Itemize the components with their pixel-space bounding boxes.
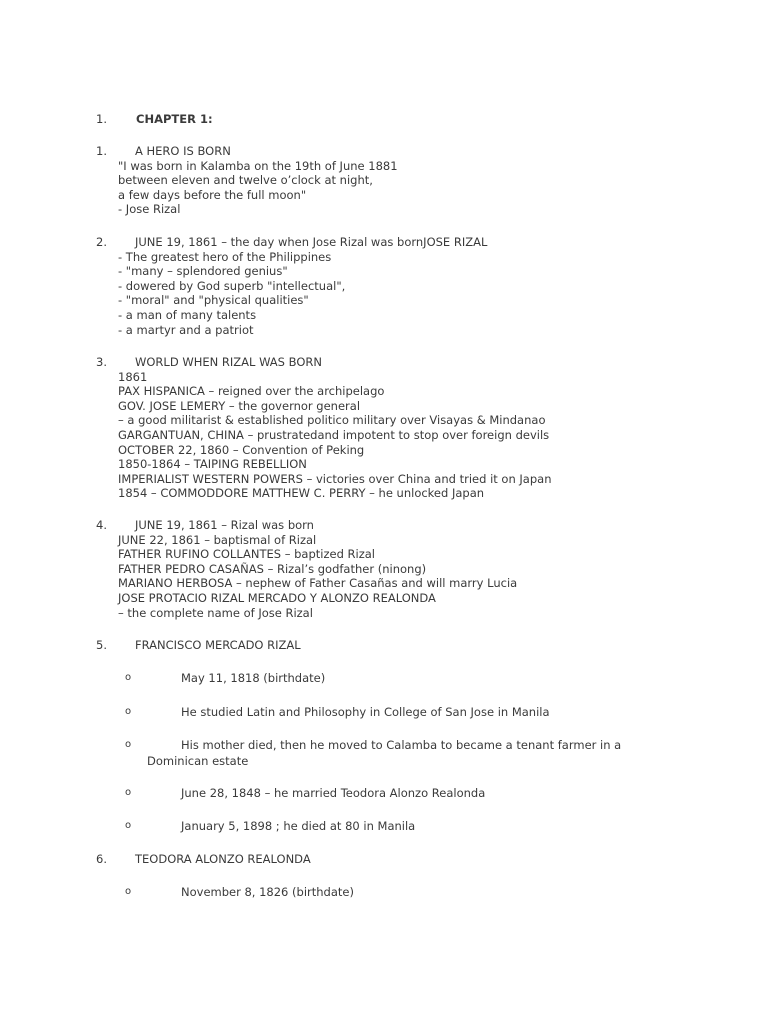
section-line: - a martyr and a patriot: [118, 322, 254, 337]
section-line: FATHER RUFINO COLLANTES – baptized Rizal: [118, 547, 376, 562]
bullet-mark: o: [125, 672, 132, 683]
bullet-mark: o: [125, 706, 132, 717]
bullet-mark: o: [125, 739, 132, 750]
list-item-text: His mother died, then he moved to Calamba to became a tenant farmer in a: [181, 738, 622, 752]
section-line: - "moral" and "physical qualities": [118, 293, 309, 308]
section-line: - a man of many talents: [118, 307, 257, 322]
section-line: IMPERIALIST WESTERN POWERS – victories over China and tried it on Japan: [118, 471, 552, 486]
list-item-text: He studied Latin and Philosophy in College of San Jose in Manila: [181, 705, 550, 719]
section-line: - The greatest hero of the Philippines: [118, 249, 332, 264]
list-item-text: June 28, 1848 – he married Teodora Alonzo Realonda: [181, 786, 486, 800]
list-item: [125, 670, 685, 686]
section-title: WORLD WHEN RIZAL WAS BORN: [135, 355, 322, 369]
bullet-mark: o: [125, 787, 132, 798]
section-line: - dowered by God superb "intellectual",: [118, 278, 346, 293]
section-line: 1861: [118, 369, 148, 384]
section-hero-is-born: [96, 144, 736, 217]
section-world-when-rizal-was-born: [96, 355, 736, 501]
section-line: GARGANTUAN, CHINA – prustratedand impotent to stop over foreign devils: [118, 427, 550, 442]
section-line: JUNE 22, 1861 – baptismal of Rizal: [118, 532, 317, 547]
list-item-continuation: Dominican estate: [147, 754, 249, 768]
bullet-mark: o: [125, 886, 132, 897]
bullet-mark: o: [125, 820, 132, 831]
section-title: TEODORA ALONZO REALONDA: [135, 852, 311, 866]
chapter-number: 1.: [96, 112, 107, 126]
chapter-title: CHAPTER 1:: [136, 112, 213, 126]
section-line: a few days before the full moon": [118, 187, 307, 202]
section-line: 1850-1864 – TAIPING REBELLION: [118, 457, 307, 472]
section-line: JOSE PROTACIO RIZAL MERCADO Y ALONZO REALONDA: [118, 590, 436, 605]
section-line: FATHER PEDRO CASAÑAS – Rizal’s godfather (ninong): [118, 561, 427, 576]
section-number: 6.: [96, 852, 107, 866]
section-line: - Jose Rizal: [118, 202, 181, 217]
section-title: JUNE 19, 1861 – Rizal was born: [135, 518, 314, 532]
section-title: FRANCISCO MERCADO RIZAL: [135, 638, 301, 652]
section-number: 5.: [96, 638, 107, 652]
section-rizal-was-born: [96, 518, 736, 620]
section-teodora-alonzo-realonda: [96, 852, 736, 867]
list-item: [125, 818, 685, 834]
section-number: 1.: [96, 144, 107, 158]
list-item-text: January 5, 1898 ; he died at 80 in Manila: [181, 819, 416, 833]
section-francisco-mercado-rizal: [96, 638, 736, 653]
list-item: [125, 737, 685, 769]
section-line: – a good militarist & established politico military over Visayas & Mindanao: [118, 413, 546, 428]
section-line: OCTOBER 22, 1860 – Convention of Peking: [118, 442, 365, 457]
list-item: [125, 785, 685, 801]
section-line: - "many – splendored genius": [118, 264, 288, 279]
section-line: PAX HISPANICA – reigned over the archipelago: [118, 384, 385, 399]
list-item-text: November 8, 1826 (birthdate): [181, 885, 354, 899]
list-item-text: May 11, 1818 (birthdate): [181, 671, 326, 685]
list-item: [125, 704, 685, 720]
section-title: A HERO IS BORN: [135, 144, 231, 158]
section-jose-rizal: [96, 235, 736, 337]
section-line: GOV. JOSE LEMERY – the governor general: [118, 398, 361, 413]
section-line: – the complete name of Jose Rizal: [118, 605, 313, 620]
section-line: 1854 – COMMODDORE MATTHEW C. PERRY – he unlocked Japan: [118, 486, 485, 501]
section-number: 4.: [96, 518, 107, 532]
section-line: "I was born in Kalamba on the 19th of June 1881: [118, 158, 398, 173]
section-number: 3.: [96, 355, 107, 369]
section-title: JUNE 19, 1861 – the day when Jose Rizal was bornJOSE RIZAL: [135, 235, 488, 249]
section-number: 2.: [96, 235, 107, 249]
section-line: between eleven and twelve o’clock at night,: [118, 173, 373, 188]
section-line: MARIANO HERBOSA – nephew of Father Casañas and will marry Lucia: [118, 576, 518, 591]
list-item: [125, 884, 685, 900]
